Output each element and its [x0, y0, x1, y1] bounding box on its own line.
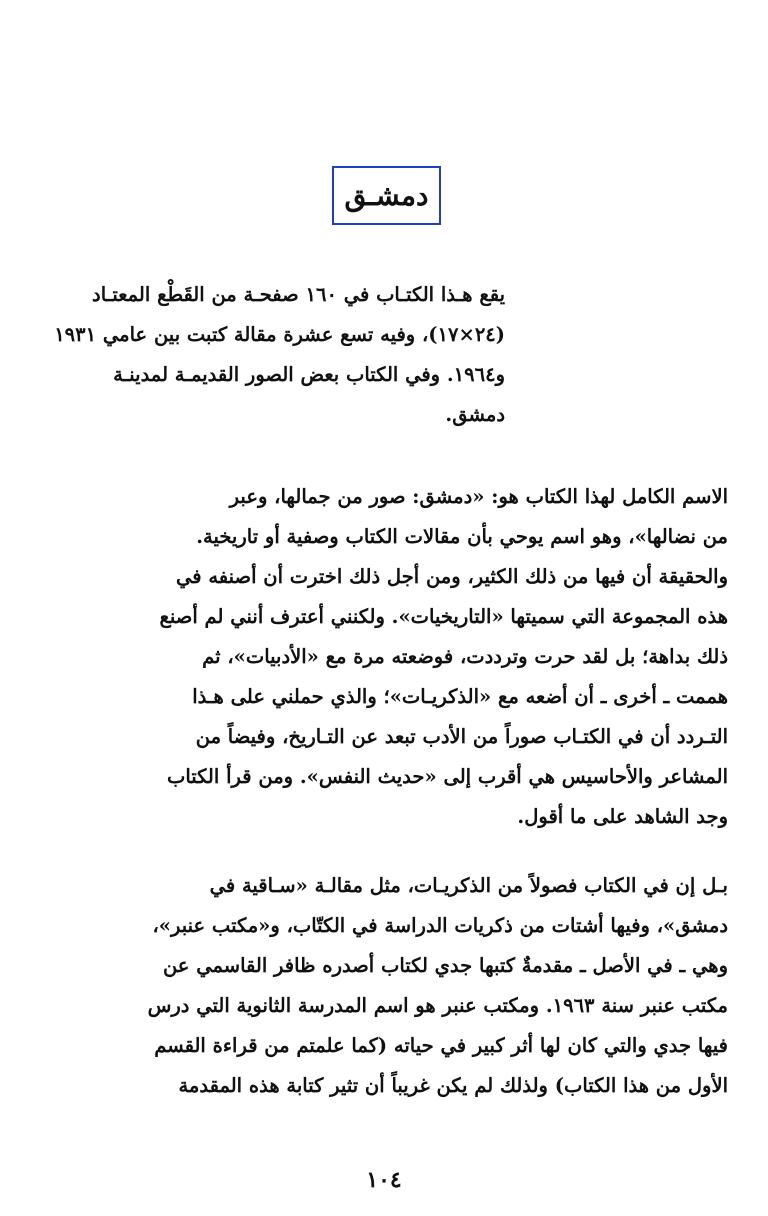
intro-line: دمشق.: [445, 403, 505, 426]
paragraph-line: التـردد أن في الكتـاب صوراً من الأدب تبعد عن التـاريخ، وفيضاً من: [195, 725, 728, 748]
paragraph-line: المشاعر والأحاسيس هي أقرب إلى «حديث النفس». ومن قرأ الكتاب: [166, 765, 728, 788]
chapter-title: دمشـق: [344, 178, 429, 212]
intro-line: يقع هـذا الكتـاب في ١٦٠ صفحـة من القَطْع المعتـاد: [92, 283, 505, 306]
intro-paragraph: [55, 275, 505, 435]
paragraph-line: هذه المجموعة التي سميتها «التاريخيات». ولكنني أعترف أنني لم أصنع: [159, 605, 728, 628]
paragraph-line: الأول من هذا الكتاب) ولذلك لم يكن غريباً أن تثير كتابة هذه المقدمة: [178, 1074, 728, 1097]
paragraph-line: وهي ـ في الأصل ـ مقدمةٌ كتبها جدي لكتاب أصدره ظافر القاسمي عن: [162, 954, 728, 977]
intro-line: و١٩٦٤. وفي الكتاب بعض الصور القديمـة لمدينـة: [113, 363, 505, 386]
paragraph-line: ذلك بداهة؛ بل لقد حرت وترددت، فوضعته مرة مع «الأدبيات»، ثم: [202, 645, 728, 668]
paragraph-line: من نضالها»، وهو اسم يوحي بأن مقالات الكتاب وصفية أو تاريخية.: [196, 525, 728, 548]
body-paragraph-2: [40, 866, 728, 1106]
paragraph-line: هممت ـ أخرى ـ أن أضعه مع «الذكريـات»؛ والذي حملني على هـذا: [192, 685, 728, 708]
page-number: ١٠٤: [366, 1167, 402, 1193]
paragraph-line: والحقيقة أن فيها من ذلك الكثير، ومن أجل ذلك اخترت أن أصنفه في: [175, 565, 728, 588]
paragraph-line: فيها جدي والتي كان لها أثر كبير في حياته (كما علمتم من قراءة القسم: [154, 1034, 728, 1057]
paragraph-line: دمشق»، وفيها أشتات من ذكريات الدراسة في الكتّاب، و«مكتب عنبر»،: [152, 914, 728, 937]
paragraph-line: مكتب عنبر سنة ١٩٦٣. ومكتب عنبر هو اسم المدرسة الثانوية التي درس: [147, 994, 728, 1017]
intro-line: (٢٤×١٧)، وفيه تسع عشرة مقالة كتبت بين عامي ١٩٣١: [54, 323, 505, 346]
chapter-title-box: [332, 166, 441, 225]
paragraph-line: وجد الشاهد على ما أقول.: [517, 805, 728, 828]
paragraph-line: الاسم الكامل لهذا الكتاب هو: «دمشق: صور من جمالها، وعبر: [229, 485, 728, 508]
paragraph-line: بـل إن في الكتاب فصولاً من الذكريـات، مثل مقالـة «سـاقية في: [209, 874, 728, 897]
body-paragraph-1: [40, 477, 728, 837]
